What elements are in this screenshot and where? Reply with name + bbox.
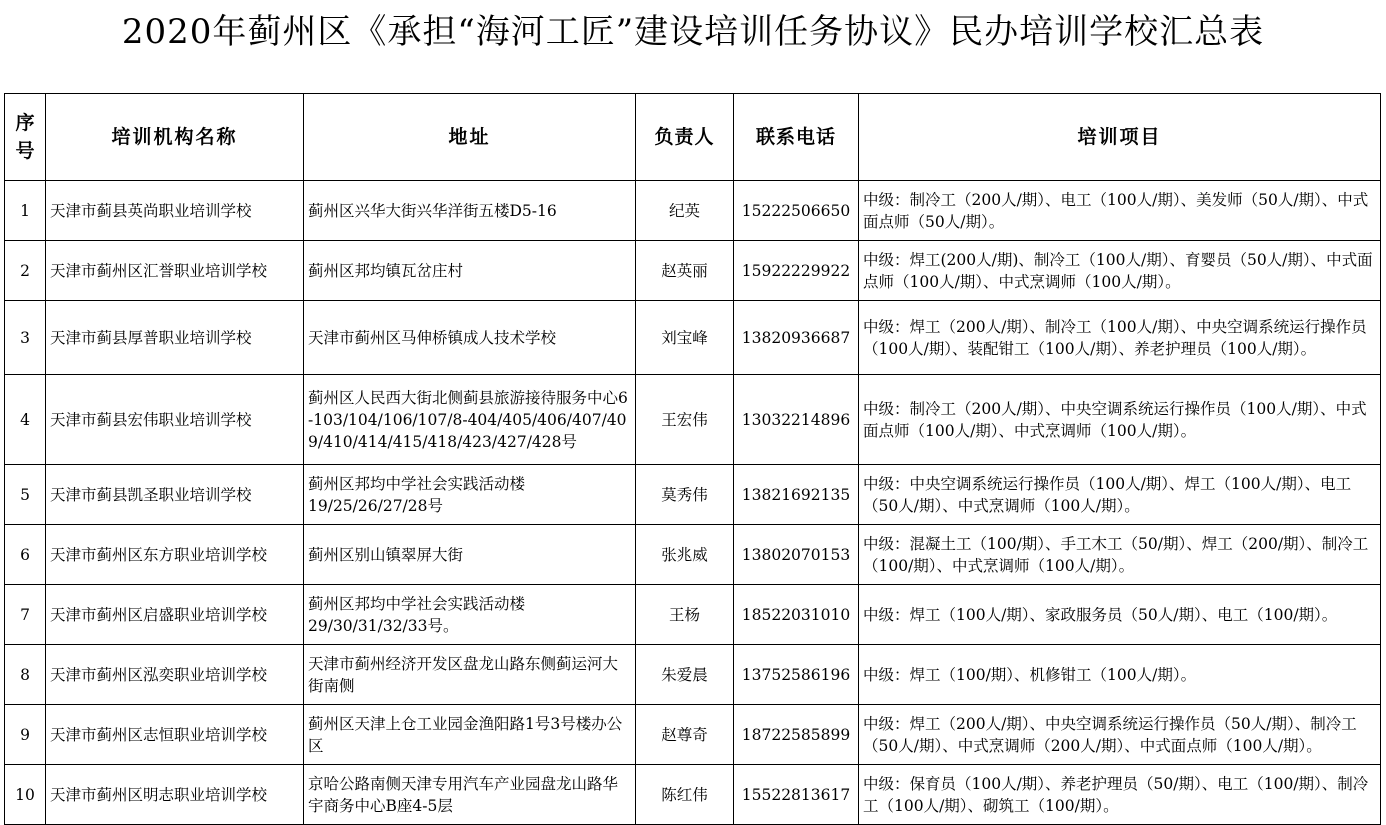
cell-address: 蓟州区邦均中学社会实践活动楼19/25/26/27/28号 bbox=[304, 465, 636, 525]
cell-seq: 7 bbox=[5, 585, 46, 645]
cell-phone: 18722585899 bbox=[734, 705, 859, 765]
header-person: 负责人 bbox=[636, 94, 734, 181]
cell-phone: 13032214896 bbox=[734, 375, 859, 465]
table-row bbox=[5, 645, 1381, 705]
cell-address: 蓟州区邦均镇瓦岔庄村 bbox=[304, 241, 636, 301]
cell-projects: 中级：混凝土工（100/期）、手工木工（50/期）、焊工（200/期）、制冷工（100/期）、中式烹调师（100人/期）。 bbox=[859, 525, 1381, 585]
cell-person: 莫秀伟 bbox=[636, 465, 734, 525]
cell-phone: 13820936687 bbox=[734, 301, 859, 375]
cell-person: 赵英丽 bbox=[636, 241, 734, 301]
cell-phone: 15522813617 bbox=[734, 765, 859, 825]
table-row bbox=[5, 241, 1381, 301]
cell-name: 天津市蓟州区汇誉职业培训学校 bbox=[46, 241, 304, 301]
cell-phone: 13752586196 bbox=[734, 645, 859, 705]
cell-person: 陈红伟 bbox=[636, 765, 734, 825]
schools-table bbox=[4, 93, 1381, 825]
cell-address: 蓟州区邦均中学社会实践活动楼29/30/31/32/33号。 bbox=[304, 585, 636, 645]
cell-phone: 15222506650 bbox=[734, 181, 859, 241]
header-address: 地址 bbox=[304, 94, 636, 181]
cell-name: 天津市蓟县宏伟职业培训学校 bbox=[46, 375, 304, 465]
table-row bbox=[5, 705, 1381, 765]
cell-person: 刘宝峰 bbox=[636, 301, 734, 375]
cell-name: 天津市蓟州区东方职业培训学校 bbox=[46, 525, 304, 585]
cell-address: 京哈公路南侧天津专用汽车产业园盘龙山路华宇商务中心B座4-5层 bbox=[304, 765, 636, 825]
cell-name: 天津市蓟县凯圣职业培训学校 bbox=[46, 465, 304, 525]
cell-name: 天津市蓟州区志恒职业培训学校 bbox=[46, 705, 304, 765]
table-header-row bbox=[5, 94, 1381, 181]
cell-address: 蓟州区人民西大街北侧蓟县旅游接待服务中心6-103/104/106/107/8-404/405/406/407/409/410/414/415/418/423/427/428号 bbox=[304, 375, 636, 465]
header-seq-line2: 号 bbox=[15, 140, 35, 162]
cell-name: 天津市蓟县厚普职业培训学校 bbox=[46, 301, 304, 375]
cell-person: 张兆威 bbox=[636, 525, 734, 585]
cell-seq: 8 bbox=[5, 645, 46, 705]
table-row bbox=[5, 301, 1381, 375]
header-seq bbox=[5, 94, 46, 181]
header-seq-line1: 序 bbox=[15, 112, 35, 134]
cell-projects: 中级：焊工（100人/期）、家政服务员（50人/期）、电工（100/期）。 bbox=[859, 585, 1381, 645]
cell-address: 天津市蓟州区马伸桥镇成人技术学校 bbox=[304, 301, 636, 375]
cell-projects: 中级：中央空调系统运行操作员（100人/期）、焊工（100人/期）、电工（50人/期）、中式烹调师（100人/期）。 bbox=[859, 465, 1381, 525]
header-projects: 培训项目 bbox=[859, 94, 1381, 181]
cell-name: 天津市蓟州区明志职业培训学校 bbox=[46, 765, 304, 825]
table-row bbox=[5, 465, 1381, 525]
table-row bbox=[5, 525, 1381, 585]
cell-projects: 中级：制冷工（200人/期）、中央空调系统运行操作员（100人/期）、中式面点师（100人/期）、中式烹调师（100人/期）。 bbox=[859, 375, 1381, 465]
table-row bbox=[5, 585, 1381, 645]
cell-address: 蓟州区别山镇翠屏大街 bbox=[304, 525, 636, 585]
cell-phone: 18522031010 bbox=[734, 585, 859, 645]
cell-seq: 9 bbox=[5, 705, 46, 765]
cell-projects: 中级：焊工（200人/期）、制冷工（100人/期）、中央空调系统运行操作员（100人/期）、装配钳工（100人/期）、养老护理员（100人/期）。 bbox=[859, 301, 1381, 375]
header-name: 培训机构名称 bbox=[46, 94, 304, 181]
table-row bbox=[5, 765, 1381, 825]
cell-person: 王宏伟 bbox=[636, 375, 734, 465]
cell-name: 天津市蓟州区启盛职业培训学校 bbox=[46, 585, 304, 645]
cell-person: 纪英 bbox=[636, 181, 734, 241]
cell-address: 蓟州区天津上仓工业园金渔阳路1号3号楼办公区 bbox=[304, 705, 636, 765]
cell-projects: 中级：焊工（100/期）、机修钳工（100人/期）。 bbox=[859, 645, 1381, 705]
cell-person: 朱爱晨 bbox=[636, 645, 734, 705]
cell-person: 王杨 bbox=[636, 585, 734, 645]
cell-seq: 1 bbox=[5, 181, 46, 241]
table-row bbox=[5, 181, 1381, 241]
header-phone: 联系电话 bbox=[734, 94, 859, 181]
cell-seq: 4 bbox=[5, 375, 46, 465]
cell-seq: 10 bbox=[5, 765, 46, 825]
cell-seq: 5 bbox=[5, 465, 46, 525]
cell-seq: 3 bbox=[5, 301, 46, 375]
cell-projects: 中级：焊工(200人/期)、制冷工（100人/期）、育婴员（50人/期）、中式面点师（100人/期）、中式烹调师（100人/期）。 bbox=[859, 241, 1381, 301]
cell-projects: 中级：焊工（200人/期）、中央空调系统运行操作员（50人/期）、制冷工（50人/期）、中式烹调师（200人/期）、中式面点师（100人/期）。 bbox=[859, 705, 1381, 765]
cell-seq: 2 bbox=[5, 241, 46, 301]
cell-phone: 15922229922 bbox=[734, 241, 859, 301]
cell-phone: 13802070153 bbox=[734, 525, 859, 585]
cell-name: 天津市蓟县英尚职业培训学校 bbox=[46, 181, 304, 241]
cell-name: 天津市蓟州区泓奕职业培训学校 bbox=[46, 645, 304, 705]
cell-projects: 中级：制冷工（200人/期）、电工（100人/期）、美发师（50人/期）、中式面点师（50人/期）。 bbox=[859, 181, 1381, 241]
cell-seq: 6 bbox=[5, 525, 46, 585]
cell-address: 天津市蓟州经济开发区盘龙山路东侧蓟运河大街南侧 bbox=[304, 645, 636, 705]
cell-projects: 中级：保育员（100人/期）、养老护理员（50/期）、电工（100/期）、制冷工（100人/期）、砌筑工（100/期）。 bbox=[859, 765, 1381, 825]
table-row bbox=[5, 375, 1381, 465]
cell-address: 蓟州区兴华大街兴华洋街五楼D5-16 bbox=[304, 181, 636, 241]
page-title: 2020年蓟州区《承担“海河工匠”建设培训任务协议》民办培训学校汇总表 bbox=[121, 12, 1265, 52]
cell-person: 赵尊奇 bbox=[636, 705, 734, 765]
cell-phone: 13821692135 bbox=[734, 465, 859, 525]
